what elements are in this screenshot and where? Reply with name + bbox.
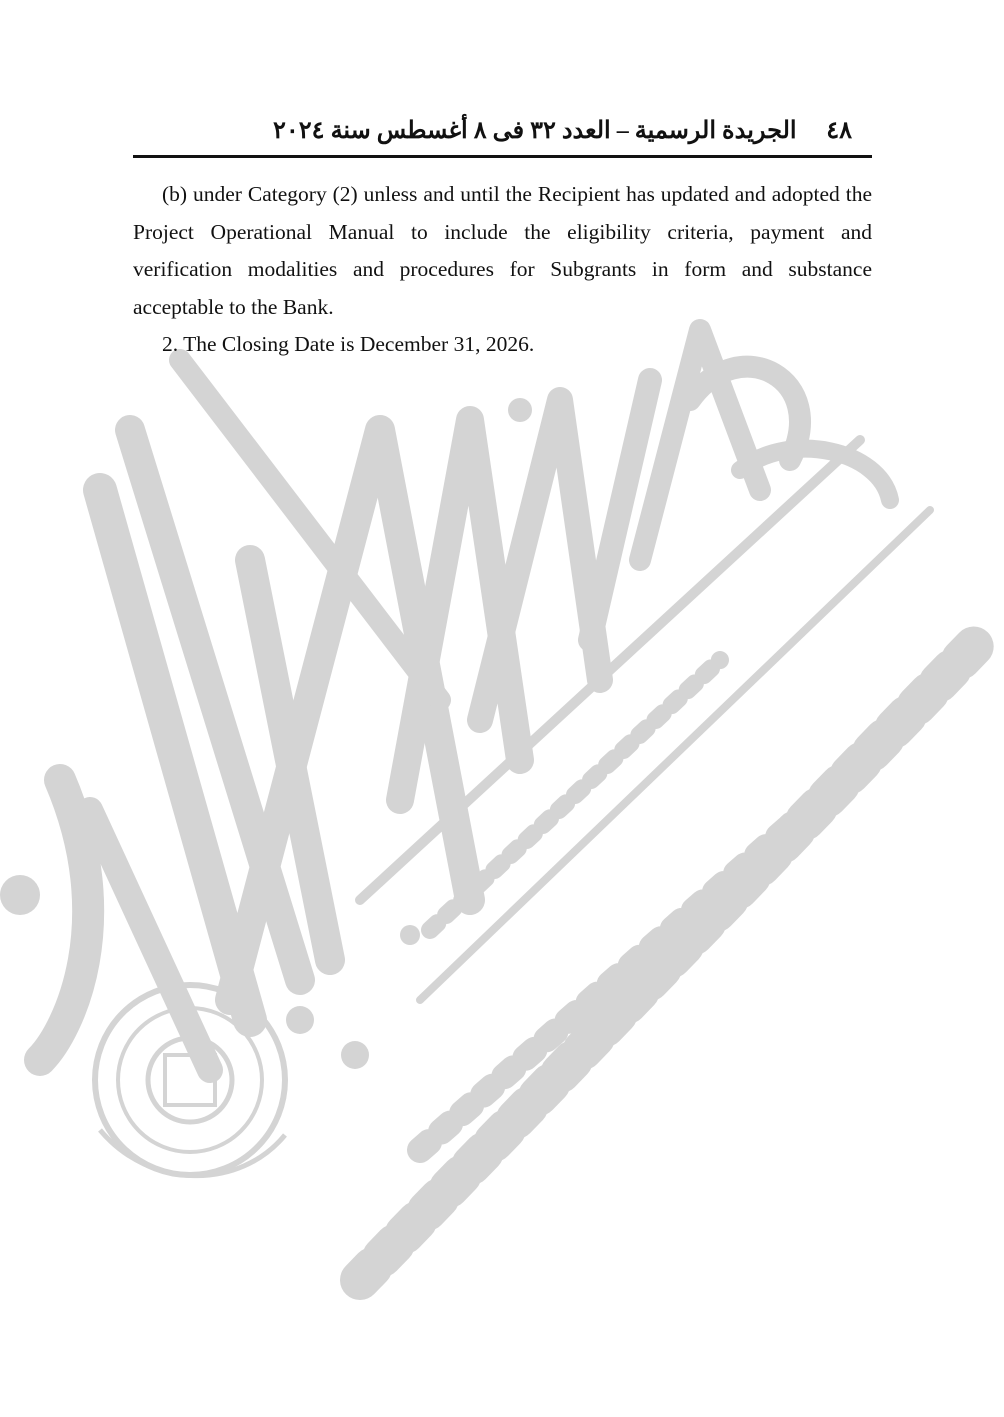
- watermark-dot: [0, 875, 40, 915]
- paragraph-closing-date: 2. The Closing Date is December 31, 2026.: [162, 332, 535, 356]
- page-number: ٤٨: [826, 118, 852, 144]
- page-header: [133, 110, 872, 150]
- watermark-dot: [508, 398, 532, 422]
- watermark-dot: [341, 1041, 369, 1069]
- watermark-dot: [400, 925, 420, 945]
- watermark-stroke: [420, 730, 900, 1150]
- header-divider: [133, 155, 872, 158]
- watermark-stroke: [590, 380, 650, 640]
- paragraph-category-condition: (b) under Category (2) unless and until the Recipient has updated and adopted the Project Operational Manual to include the eligibility criteria, payment and verification modalities and procedures for Subgrants in form and substance acceptable to the Bank.: [133, 182, 872, 319]
- document-body: [133, 176, 872, 364]
- gazette-title: الجريدة الرسمية – العدد ٣٢ فى ٨ أغسطس سنة ٢٠٢٤: [273, 118, 797, 144]
- watermark-stroke: [40, 780, 88, 1060]
- watermark-dot: [286, 1006, 314, 1034]
